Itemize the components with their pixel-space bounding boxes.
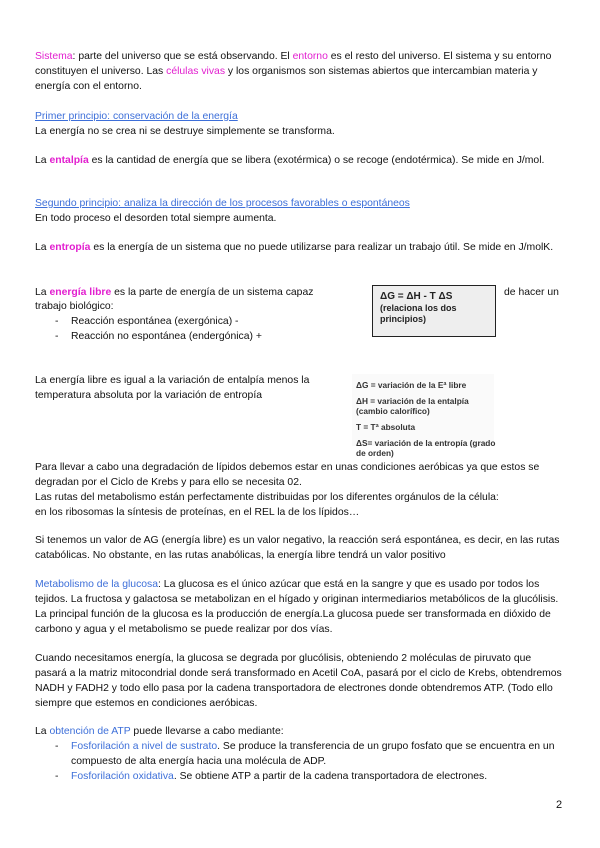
- term-sistema: Sistema: [35, 51, 73, 62]
- reaction-list: [35, 314, 355, 344]
- page-number: 2: [556, 799, 563, 811]
- legend-item: ΔS= variación de la entropía (grado de orden): [356, 438, 496, 458]
- list-item: [35, 739, 565, 769]
- formula-note: (relaciona los dos principios): [380, 303, 457, 324]
- legend-item: ΔH = variación de la entalpía (cambio calorífico): [356, 396, 469, 416]
- atp-list: [35, 739, 565, 784]
- formula-equation: ΔG = ΔH - T ΔS: [380, 291, 453, 302]
- list-item: [35, 769, 565, 784]
- paragraph-sistema: [35, 49, 565, 94]
- paragraph-entropia: [35, 240, 565, 255]
- paragraph-atp: [35, 724, 565, 739]
- energia-libre-continuation: de hacer un: [504, 287, 559, 298]
- paragraph-energia-libre: [35, 285, 365, 300]
- term-entropia: entropía: [49, 242, 91, 253]
- heading-primer-principio: Primer principio: conservación de la energía: [35, 111, 238, 122]
- text: es la energía de un sistema que no puede utilizarse para realizar un trabajo útil. Se mide en J/molK.: [90, 242, 554, 253]
- legend-item: T = Tª absoluta: [356, 422, 416, 432]
- paragraph-primer-principio: La energía no se crea ni se destruye simplemente se transforma.: [35, 126, 335, 137]
- list-item: - Reacción espontánea (exergónica) -: [35, 314, 355, 329]
- text: : parte del universo que se está observando. El: [72, 51, 293, 62]
- term-celulas-vivas: células vivas: [166, 66, 226, 77]
- heading-segundo-principio: Segundo principio: analiza la dirección de los procesos favorables o espontáneos: [35, 198, 410, 209]
- term-entalpia: entalpía: [49, 155, 89, 166]
- text: : La glucosa es el único azúcar que está en la sangre y que es usado por todos los tejidos. La fructosa y galactosa se metabolizan en el hígado y originan intermediarios metabólicos de la glucólisis. La principal función de la glucosa es la producción de energía.La glucosa puede ser transformada en dióxido de carbono y agua y el metabolismo se puede realizar por dos vías.: [35, 579, 559, 635]
- paragraph-lipidos-3: en los ribosomas la síntesis de proteínas, en el REL la de los lípidos…: [35, 507, 360, 518]
- term-energia-libre: energía libre: [49, 287, 112, 298]
- paragraph-energia: Cuando necesitamos energía, la glucosa se degrada por glucólisis, obteniendo 2 moléculas de piruvato que pasará a la matriz mitocondrial donde será transformado en Acetil CoA, pasará por el ciclo de Krebs, obtendremos NADH y FADH2 y todo ello pasa por la cadena transportadora de electrones donde obtendremos ATP. (Todo ello siempre que estemos en condiciones aeróbicas.: [35, 653, 562, 709]
- text: La: [35, 155, 50, 166]
- text: es la cantidad de energía que se libera (exotérmica) o se recoge (endotérmica). Se mide en J/mol.: [88, 155, 545, 166]
- text: La: [35, 242, 50, 253]
- paragraph-lipidos-1: Para llevar a cabo una degradación de lípidos debemos estar en unas condiciones aeróbicas ya que estos se degradan por el Ciclo de Krebs y para ello se necesita 02.: [35, 462, 540, 488]
- term-fosforilacion-oxidativa: Fosforilación oxidativa: [71, 771, 174, 782]
- formula-legend: [356, 380, 496, 464]
- paragraph-lipidos-2: Las rutas del metabolismo están perfectamente distribuidas por los diferentes orgánulos de la célula:: [35, 492, 499, 503]
- text: . Se produce la transferencia de un grupo fosfato que se encuentra en un compuesto de alta energía hacia una molécula de ADP.: [71, 741, 555, 767]
- list-item: - Reacción no espontánea (endergónica) +: [35, 329, 355, 344]
- paragraph-entalpia: [35, 153, 565, 168]
- paragraph-energia-libre-igual: La energía libre es igual a la variación de entalpía menos la temperatura absoluta por la variación de entropía: [35, 375, 310, 401]
- text: puede llevarse a cabo mediante:: [130, 726, 284, 737]
- text: La: [35, 287, 50, 298]
- term-fosforilacion-sustrato: Fosforilación a nivel de sustrato: [71, 741, 218, 752]
- legend-item: ΔG = variación de la Eª libre: [356, 380, 467, 390]
- text: La: [35, 726, 50, 737]
- paragraph-ag: Si tenemos un valor de AG (energía libre) es un valor negativo, la reacción será espontánea, es decir, en las rutas catabólicas. No obstante, en las rutas anabólicas, la energía libre tendrá un valor positivo: [35, 535, 560, 561]
- term-metabolismo-glucosa: Metabolismo de la glucosa: [35, 579, 159, 590]
- text: y los organismos son sistemas abiertos que intercambian materia y energía con el entorno.: [35, 66, 538, 92]
- term-obtencion-atp: obtención de ATP: [49, 726, 131, 737]
- text: es la parte de energía de un sistema capaz: [111, 287, 314, 298]
- energia-libre-line2: trabajo biológico:: [35, 301, 114, 312]
- formula-box: [372, 285, 496, 337]
- term-entorno: entorno: [292, 51, 328, 62]
- paragraph-glucosa: [35, 577, 565, 637]
- paragraph-segundo-principio: En todo proceso el desorden total siempre aumenta.: [35, 213, 277, 224]
- text: es el resto del universo. El sistema y su entorno constituyen el universo. Las: [35, 51, 552, 77]
- text: . Se obtiene ATP a partir de la cadena transportadora de electrones.: [173, 771, 488, 782]
